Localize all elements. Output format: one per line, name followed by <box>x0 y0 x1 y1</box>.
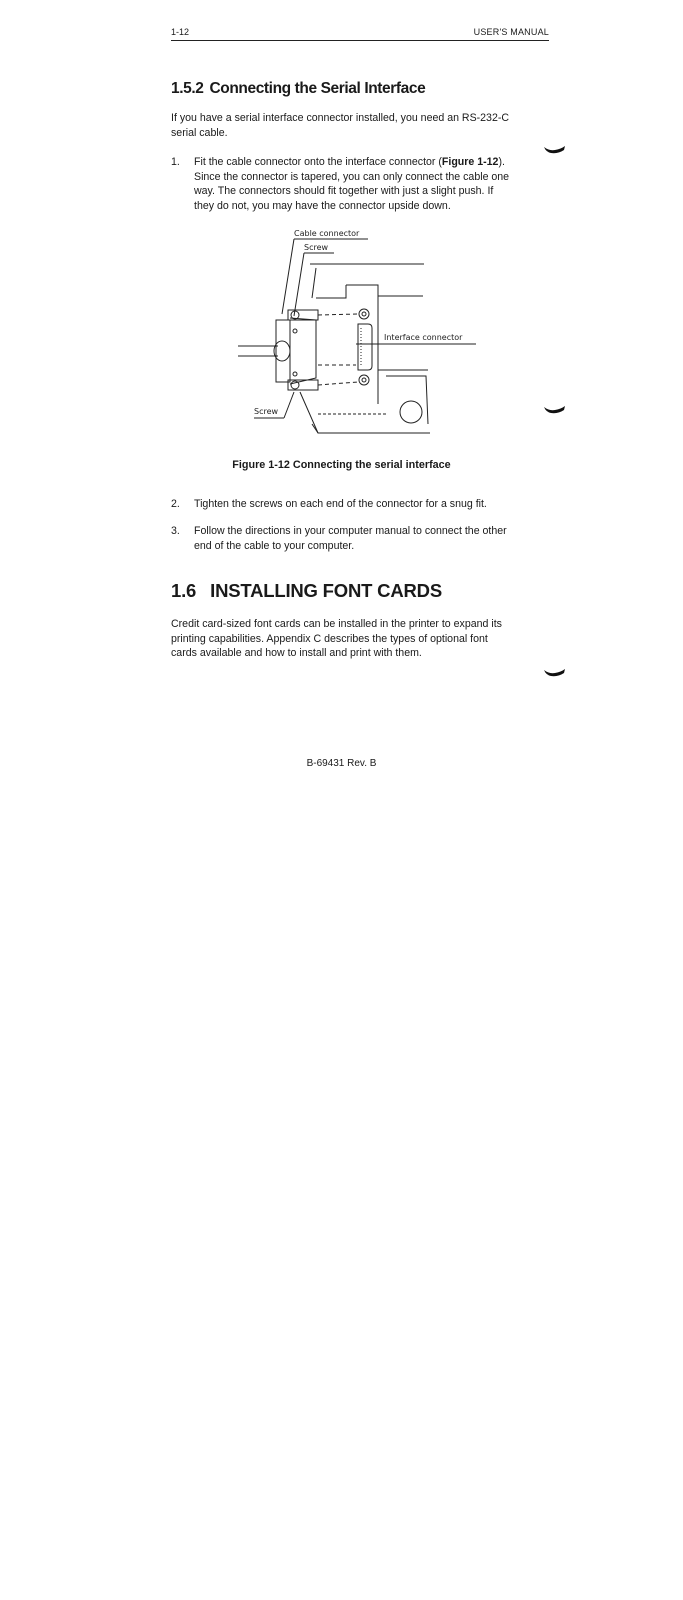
paragraph-line: cards available and how to install and print with them. <box>171 647 422 660</box>
label-interface-connector: Interface connector <box>384 333 463 342</box>
figure-reference: Figure 1-12 <box>441 156 499 168</box>
step-line: Since the connector is tapered, you can only connect the cable one <box>194 170 510 183</box>
step-text: Fit the cable connector onto the interface connector ( <box>194 156 442 168</box>
serial-interface-illustration <box>238 228 478 450</box>
paragraph-line: printing capabilities. Appendix C describes the types of optional font <box>171 632 488 645</box>
screw-top-leader <box>294 253 304 316</box>
screw-bottom-leader <box>284 392 294 418</box>
section-heading-1-5-2 <box>171 80 425 98</box>
step-line: end of the cable to your computer. <box>194 539 355 552</box>
step-line: Tighten the screws on each end of the connector for a snug fit. <box>194 498 487 510</box>
running-header <box>171 26 549 41</box>
step-marker: 3. <box>171 525 180 537</box>
step-line: they do not, you may have the connector upside down. <box>194 199 451 212</box>
figure-caption: Figure 1-12 Connecting the serial interface <box>232 459 451 471</box>
intro-paragraph <box>171 111 549 140</box>
step-text: ). <box>498 156 505 168</box>
step-line <box>194 155 549 170</box>
change-bar-mark <box>543 404 567 414</box>
step-3 <box>171 524 549 553</box>
section-title: Connecting the Serial Interface <box>209 80 426 97</box>
step-marker: 2. <box>171 498 180 510</box>
page-number: 1-12 <box>171 27 190 37</box>
step-marker: 1. <box>171 156 180 168</box>
section-title: INSTALLING FONT CARDS <box>210 580 442 601</box>
label-screw-bottom: Screw <box>254 407 279 416</box>
label-screw-top: Screw <box>304 243 329 252</box>
document-number-footer: B-69431 Rev. B <box>306 758 377 769</box>
step-body <box>194 524 549 553</box>
intro-line: serial cable. <box>171 126 228 139</box>
step-body <box>194 497 549 512</box>
intro-line: If you have a serial interface connector installed, you need an RS-232-C <box>171 112 510 124</box>
step-line: way. The connectors should fit together with just a slight push. If <box>194 185 494 198</box>
label-cable-connector: Cable connector <box>294 229 360 238</box>
change-bar-mark <box>543 144 567 154</box>
step-1 <box>171 155 549 213</box>
change-bar-mark <box>543 667 567 677</box>
step-line: Follow the directions in your computer manual to connect the other <box>194 525 507 537</box>
paragraph-line: Credit card-sized font cards can be installed in the printer to expand its <box>171 618 502 630</box>
section-number: 1.5.2 <box>171 80 204 97</box>
step-body <box>194 155 549 213</box>
section-number: 1.6 <box>171 580 197 601</box>
step-2 <box>171 497 549 512</box>
running-title: USER'S MANUAL <box>473 27 549 37</box>
cable-connector-leader <box>282 239 294 314</box>
section-heading-1-6 <box>171 580 442 602</box>
font-cards-paragraph <box>171 617 549 661</box>
